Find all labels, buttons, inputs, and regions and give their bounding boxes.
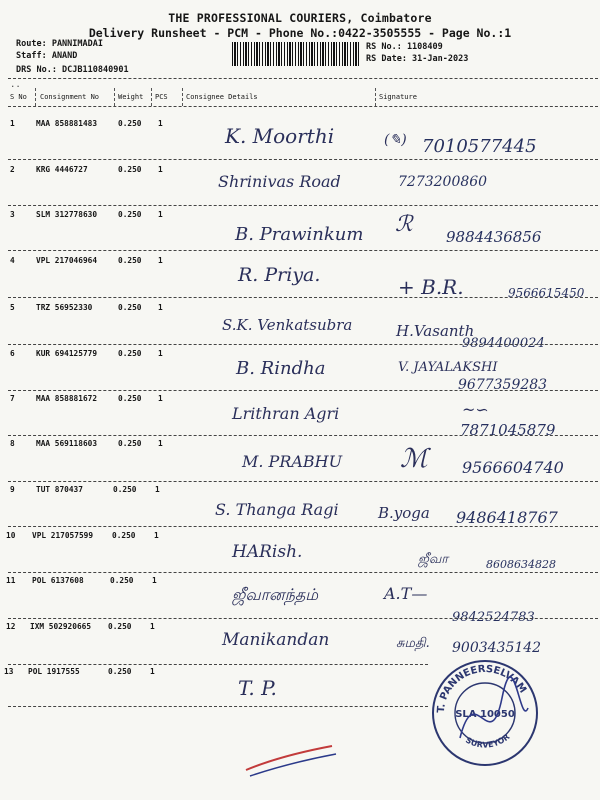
row-signature-phone: 9842524783 [452, 610, 535, 625]
row-divider [8, 344, 598, 345]
row-divider [8, 481, 598, 482]
row-sno: 10 [6, 531, 16, 540]
document-title: THE PROFESSIONAL COURIERS, Coimbatore [168, 11, 432, 25]
row-pcs: 1 [150, 667, 155, 676]
signature-mark: சுமதி. [396, 636, 430, 651]
row-consignee: K. Moorthi [225, 124, 335, 148]
row-consignment: TRZ 56952330 [36, 303, 93, 312]
document-subtitle: Delivery Runsheet - PCM - Phone No.:0422-3505555 - Page No.:1 [88, 26, 512, 40]
signature-mark: (✎) [384, 132, 407, 148]
row-sno: 5 [10, 303, 15, 312]
row-weight: 0.250 [108, 622, 132, 631]
row-pcs: 1 [158, 210, 163, 219]
row-divider [8, 205, 598, 206]
row-divider [8, 297, 598, 298]
row-consignment: MAA 858881483 [36, 119, 98, 128]
rs-date: RS Date: 31-Jan-2023 [366, 54, 469, 64]
row-pcs: 1 [158, 349, 163, 358]
row-weight: 0.250 [118, 349, 142, 358]
signature-mark: ஜீவா [418, 552, 449, 567]
header-divider [8, 78, 598, 79]
row-pcs: 1 [158, 165, 163, 174]
signature-mark: ~∽ [462, 400, 489, 419]
stamp-bottom-text: SURVEYOR [464, 732, 512, 750]
row-consignment: POL 6137608 [32, 576, 84, 585]
row-weight: 0.250 [118, 210, 142, 219]
row-consignment: VPL 217046964 [36, 256, 98, 265]
row-signature-phone: 7010577445 [422, 136, 537, 157]
row-weight: 0.250 [113, 485, 137, 494]
row-pcs: 1 [158, 303, 163, 312]
row-consignment: MAA 569118603 [36, 439, 98, 448]
row-consignment: IXM 502920665 [30, 622, 92, 631]
row-signature-phone: 9894400024 [462, 336, 545, 351]
col-weight: Weight [118, 93, 144, 101]
row-consignee: B. Prawinkum [235, 224, 364, 245]
dots-mark: .. [10, 80, 21, 90]
stamp-center-text: SLA 10050 [455, 709, 515, 720]
col-divider [114, 88, 115, 106]
row-divider [8, 159, 598, 160]
col-divider [151, 88, 152, 106]
row-signature-phone: 9566604740 [462, 458, 564, 477]
row-consignment: VPL 217057599 [32, 531, 94, 540]
col-consignment: Consignment No [40, 93, 100, 101]
row-weight: 0.250 [118, 394, 142, 403]
row-consignment: TUT 870437 [36, 485, 83, 494]
signature-mark: V. JAYALAKSHI [398, 360, 498, 375]
row-pcs: 1 [158, 256, 163, 265]
row-divider [8, 390, 598, 391]
row-signature-phone: 9003435142 [452, 640, 542, 656]
signature-mark: ℛ [395, 212, 413, 237]
signature-mark: + B.R. [398, 275, 464, 299]
surveyor-stamp [430, 658, 540, 768]
row-signature-phone: 9677359283 [458, 377, 548, 393]
row-consignee: M. PRABHU [242, 452, 343, 471]
row-consignee: Lrithran Agri [232, 404, 340, 423]
row-weight: 0.250 [118, 439, 142, 448]
col-divider [182, 88, 183, 106]
row-pcs: 1 [155, 485, 160, 494]
row-consignee: S.K. Venkatsubra [222, 316, 353, 334]
row-divider [8, 664, 428, 665]
row-sno: 9 [10, 485, 15, 494]
row-consignment: SLM 312778630 [36, 210, 98, 219]
signature-mark: A.T— [384, 584, 428, 603]
row-sno: 1 [10, 119, 15, 128]
row-signature-phone: 7871045879 [460, 421, 556, 439]
row-pcs: 1 [154, 531, 159, 540]
row-pcs: 1 [150, 622, 155, 631]
signature-mark: B.yoga [378, 504, 430, 522]
row-consignment: MAA 858881672 [36, 394, 98, 403]
row-pcs: 1 [158, 394, 163, 403]
row-signature-phone: 7273200860 [398, 174, 488, 190]
col-divider [375, 88, 376, 106]
row-consignee: S. Thanga Ragi [215, 500, 339, 519]
row-pcs: 1 [152, 576, 157, 585]
row-weight: 0.250 [112, 531, 136, 540]
row-signature-phone: 9486418767 [456, 508, 558, 527]
row-divider [8, 572, 598, 573]
signature-mark: H.Vasanth [396, 322, 475, 340]
row-consignee: HARish. [232, 542, 303, 562]
col-signature: Signature [379, 93, 417, 101]
row-sno: 8 [10, 439, 15, 448]
row-divider [8, 618, 598, 619]
col-sno: S No [10, 93, 27, 101]
row-sno: 12 [6, 622, 16, 631]
row-sno: 2 [10, 165, 15, 174]
rs-number: RS No.: 1108409 [366, 42, 443, 52]
drs-number: DRS No.: DCJB110840901 [16, 65, 129, 75]
col-pcs: PCS [155, 93, 168, 101]
row-signature-phone: 9566615450 [508, 286, 585, 300]
signature-mark: ℳ [400, 444, 428, 474]
row-sno: 13 [4, 667, 14, 676]
row-pcs: 1 [158, 119, 163, 128]
row-weight: 0.250 [118, 303, 142, 312]
col-consignee: Consignee Details [186, 93, 258, 101]
row-sno: 7 [10, 394, 15, 403]
pen-stroke-marks [240, 742, 340, 782]
row-signature-phone: 9884436856 [446, 228, 542, 246]
row-pcs: 1 [158, 439, 163, 448]
row-weight: 0.250 [118, 119, 142, 128]
row-sno: 11 [6, 576, 16, 585]
row-divider [8, 706, 428, 707]
row-divider [8, 435, 598, 436]
row-consignee: T. P. [238, 676, 277, 700]
row-consignment: KRG 4446727 [36, 165, 88, 174]
row-consignee: Manikandan [222, 630, 330, 650]
staff-label: Staff: ANAND [16, 51, 78, 61]
row-consignee: R. Priya. [238, 264, 321, 286]
row-consignee: ஜீவானந்தம் [232, 585, 319, 604]
route-label: Route: PANNIMADAI [16, 39, 103, 49]
row-weight: 0.250 [118, 256, 142, 265]
col-divider [35, 88, 36, 106]
row-consignee: Shrinivas Road [218, 172, 341, 191]
row-weight: 0.250 [108, 667, 132, 676]
row-consignee: B. Rindha [236, 358, 326, 379]
row-sno: 3 [10, 210, 15, 219]
row-sno: 4 [10, 256, 15, 265]
row-consignment: KUR 694125779 [36, 349, 98, 358]
row-signature-phone: 8608634828 [486, 558, 556, 571]
row-divider [8, 526, 598, 527]
row-sno: 6 [10, 349, 15, 358]
row-divider [8, 250, 598, 251]
svg-text:SURVEYOR [464, 732, 511, 749]
row-weight: 0.250 [118, 165, 142, 174]
barcode [232, 42, 360, 66]
row-weight: 0.250 [110, 576, 134, 585]
header-divider [8, 106, 598, 107]
row-consignment: POL 1917555 [28, 667, 80, 676]
stamp-top-text: T. PANNEERSELVAM [435, 663, 529, 714]
